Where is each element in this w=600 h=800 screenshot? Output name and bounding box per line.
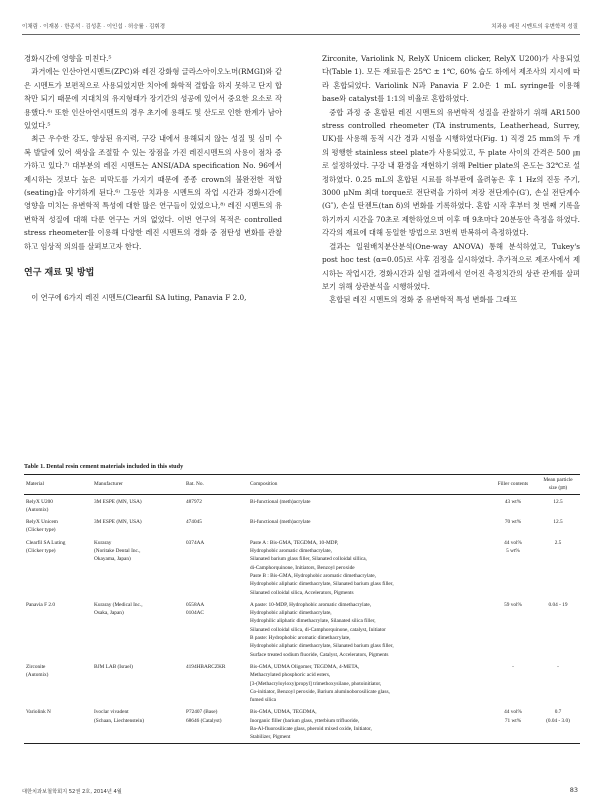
cell-line: 3M ESPE (MN, USA) — [94, 498, 142, 505]
cell-line: 487972 — [186, 498, 202, 505]
cell-composition — [248, 494, 490, 515]
table-header-row — [24, 475, 580, 495]
cell-line: 3M ESPE (MN, USA) — [94, 519, 142, 526]
cell-line: 44 vol% — [504, 709, 522, 716]
cell-line: Paste B : Bis-GMA, Hydrophobic aromatic dimethacrylate, — [250, 572, 376, 579]
cell-material — [24, 536, 92, 598]
cell-material — [24, 494, 92, 515]
col-header-particle-size-line1: Mean particle — [543, 477, 573, 483]
cell-line: A paste: 10-MDP, Hydrophobic aromatic dimethacrylate, — [250, 601, 372, 608]
cell-line: 70 wt% — [504, 519, 522, 526]
cell-line: Kuraray (Medical Inc., — [94, 601, 143, 608]
cell-line: Osaka, Japan) — [94, 610, 124, 617]
cell-size — [536, 705, 580, 743]
right-column — [322, 52, 580, 307]
cell-filler — [490, 660, 536, 705]
cell-line: 0558AA — [186, 601, 205, 608]
cell-line: 71 wt% — [504, 717, 522, 724]
cell-line: - — [557, 663, 559, 670]
cell-line: Hydrophobic aliphatic dimethacrylate, Silanated barium glass filler, — [250, 581, 394, 588]
cell-line: 43 wt% — [504, 498, 522, 505]
body-paragraph: 최근 우수한 강도, 향상된 유지력, 구강 내에서 용해되지 않는 성질 및 심미 수복 발달에 있어 색상을 조절할 수 있는 장점을 가진 레진시멘트의 사용이 점차 증가하고 있다.⁷⁾ 대부분의 레진 시멘트는 ANSI/ADA specification No. 96에서 제시하는 것보다 높은 피막도를 가지기 때문에 종종 crown의 불완전한 적합(seating)을 야기하게 된다.⁶⁾ 그동안 치과용 시멘트의 작업 시간과 경화시간에 영향을 미치는 유변학적 특성에 대한 많은 연구들이 있었으나,⁸⁾ 레진 시멘트의 유변학적 성질에 대해 다룬 연구는 거의 없었다. 이번 연구의 목적은 controlled stress rheometer를 이용해 다양한 레진 시멘트의 경화 중 점탄성 변화를 관찰하고 임상적 의의를 살펴보고자 한다. — [24, 134, 282, 251]
cell-line: Panavia F 2.0 — [26, 601, 55, 608]
cell-line: Variolink N — [26, 709, 51, 716]
body-paragraph: 결과는 일원배치분산분석(One-way ANOVA) 통해 분석하였고, Tukey's post hoc test (α=0.05)로 사후 검정을 실시하였다. 추가적으로 제조사에서 제시하는 작업시간, 경화시간과 실험 결과에서 얻어진 측정치간의 상관 관계를 살펴보기 위해 상관분석을 시행하였다. — [322, 241, 580, 291]
cell-line: Hydrophobic aromatic dimethacrylate, — [250, 548, 332, 555]
table-row — [24, 660, 580, 705]
cell-line: Bis-GMA, UDMA, TEGDMA, — [250, 709, 317, 716]
table-row — [24, 494, 580, 515]
cell-manufacturer — [92, 598, 184, 660]
header-rule — [22, 34, 580, 35]
running-header-title: 치과용 레진 시멘트의 유변학적 성질 — [491, 24, 578, 30]
cell-line: Ba-Al-fluorosilicate glass, pheroid mixed oxide, Initiator, — [250, 726, 372, 733]
cell-line: RelyX U200 — [26, 498, 53, 505]
cell-line: Co-initiator, Benzoyl peroxide, Barium aluminoborosilicate glass, — [250, 688, 390, 695]
cell-line: RelyX Unicem — [26, 519, 58, 526]
table-row — [24, 705, 580, 743]
cell-filler — [490, 536, 536, 598]
page-number: 83 — [569, 786, 578, 794]
cell-line: Inorganic filler (barium glass, ytterbium trifluoride, — [250, 717, 360, 724]
cell-material — [24, 598, 92, 660]
cell-composition — [248, 598, 490, 660]
cell-line: B paste: Hydrophobic aromatic dimethacrylate, — [250, 635, 351, 642]
cell-line: 68646 (Catalyst) — [186, 717, 222, 724]
cell-line: (Clicker type) — [26, 548, 56, 555]
cell-line: (Automix) — [26, 506, 49, 513]
cell-line: Hydrophobic aliphatic dimethacrylate, — [250, 610, 332, 617]
cell-line: 44 vol% — [504, 539, 522, 546]
cell-line: Hydrophilic aliphatic dimethacrylate, Silanated silica filler, — [250, 618, 376, 625]
cell-line: 12.5 — [553, 519, 563, 526]
body-paragraph: 이 연구에 6가지 레진 시멘트(Clearfil SA luting, Panavia F 2.0, — [31, 292, 247, 302]
section-heading: 연구 재료 및 방법 — [24, 268, 95, 279]
cell-filler — [490, 598, 536, 660]
cell-composition — [248, 515, 490, 536]
cell-line: 0104AC — [186, 610, 204, 617]
cell-line: (Clicker type) — [26, 527, 56, 534]
cell-manufacturer — [92, 515, 184, 536]
col-header-manufacturer: Manufacturer — [94, 481, 123, 488]
cell-material — [24, 515, 92, 536]
cell-size — [536, 536, 580, 598]
cell-line: Ivoclar vivadent — [94, 709, 129, 716]
cell-bat — [184, 660, 248, 705]
col-header-bat: Bat. No. — [186, 481, 204, 488]
cell-size — [536, 660, 580, 705]
cell-manufacturer — [92, 536, 184, 598]
cell-line: Silanated colloidal silica, Accelerators, Pigments — [250, 589, 354, 596]
materials-table — [24, 474, 580, 744]
cell-composition — [248, 660, 490, 705]
cell-manufacturer — [92, 660, 184, 705]
cell-line: (Schaan, Liechtenstein) — [94, 717, 145, 724]
cell-line: 59 vol% — [504, 601, 522, 608]
cell-line: 12.5 — [553, 498, 563, 505]
cell-line: 0374AA — [186, 539, 205, 546]
cell-line: 2.5 — [554, 539, 562, 546]
cell-line: Zirconite — [26, 663, 46, 670]
cell-bat — [184, 705, 248, 743]
col-header-particle-size-line2: size (㎛) — [548, 485, 568, 492]
cell-manufacturer — [92, 705, 184, 743]
cell-line: Clearfil SA Luting — [26, 539, 66, 546]
cell-filler — [490, 515, 536, 536]
cell-line: Kuraray — [94, 539, 112, 546]
cell-filler — [490, 705, 536, 743]
body-paragraph: Zirconite, Variolink N, RelyX Unicem clicker, RelyX U200)가 사용되었다(Table 1). 모든 재료들은 25℃ ± 1℃, 60% 습도 하에서 제조사의 지시에 따라 혼합되었다. Variolink N과 Panavia F 2.0은 1 mL syringe를 이용해 base와 catalyst를 1:1의 비율로 혼합하였다. — [322, 54, 580, 104]
cell-line: Hydrophobic aliphatic dimethacrylate, Silanated barium glass filler, — [250, 643, 394, 650]
cell-line: Okayama, Japan) — [94, 556, 131, 563]
cell-bat — [184, 598, 248, 660]
cell-line: Surface treated sodium fluoride, Catalyst, Accelerators, Pigments — [250, 651, 389, 658]
cell-size — [536, 598, 580, 660]
cell-bat — [184, 515, 248, 536]
left-column — [24, 52, 282, 304]
cell-filler — [490, 494, 536, 515]
cell-line: Methacrylated phosphoric acid esters, — [250, 672, 331, 679]
cell-line: Silanated barium glass filler, Silanated colloidal sillica, — [250, 556, 367, 563]
cell-bat — [184, 494, 248, 515]
cell-line: - — [512, 663, 514, 670]
cell-material — [24, 705, 92, 743]
table-caption: Table 1. Dental resin cement materials included in this study — [24, 463, 184, 470]
cell-bat — [184, 536, 248, 598]
cell-line: Bi-functional (meth)acrylate — [250, 498, 311, 505]
cell-material — [24, 660, 92, 705]
col-header-particle-size — [536, 475, 580, 495]
cell-line: P72407 (Base) — [186, 709, 218, 716]
cell-line: 4194HBARCZKR — [186, 663, 226, 670]
body-paragraph: 경화시간에 영향을 미친다.⁵ — [24, 54, 112, 63]
cell-line: Bis-GMA, UDMA Oligomer, TEGDMA, 4-META, — [250, 663, 360, 670]
cell-composition — [248, 536, 490, 598]
table-row — [24, 536, 580, 598]
table-row — [24, 598, 580, 660]
cell-line: di-Camphorquinone, Initiators, Benzoyl peroxide — [250, 564, 355, 571]
cell-line: BJM LAB (Israel) — [94, 663, 133, 670]
cell-line: (Automix) — [26, 672, 49, 679]
cell-line: 0.7 — [554, 709, 562, 716]
cell-line: 0.04 - 19 — [548, 601, 568, 608]
col-header-filler: Filler contents — [497, 481, 529, 488]
cell-line: (Noritake Dental Inc., — [94, 548, 141, 555]
cell-line: Paste A : Bis-GMA, TEGDMA, 10-MDP, — [250, 539, 339, 546]
body-paragraph: 혼합된 레진 시멘트의 경화 중 유변학적 특성 변화를 그래프 — [329, 295, 518, 305]
body-paragraph: 중합 과정 중 혼합된 레진 시멘트의 유변학적 성질을 관찰하기 위해 AR1500 stress controlled rheometer (TA instruments, Leatherhead, Surrey, UK)를 사용해 동적 시간 경과 시험을 시행하였다(Fig. 1) 직경 25 mm의 두 개의 평행한 stainless steel plate가 사용되었고, 두 plate 사이의 간격은 500 ㎛로 설정하였다. 구강 내 환경을 재현하기 위해 Peltier plate의 온도는 32℃로 설정하였다. 0.25 mL의 혼합된 시료를 하부판에 올려놓은 후 1 Hz의 진동 주기, 3000 μNm 최대 torque로 전단력을 가하여 저장 전단계수(G′), 손실 전단계수(G″), 손실 탄젠트(tan δ)의 변화를 기록하였다. 혼합 시작 후부터 첫 번째 기록을 하기까지 시간을 70초로 제한하였으며 이후 매 9초마다 20분동안 측정을 하였다. 각각의 재료에 대해 동일한 방법으로 3번씩 반복하여 측정하였다. — [322, 107, 580, 238]
cell-line: Silanated colloidal silica, di-Camphorquinone, catalyst, Initiator — [250, 626, 386, 633]
cell-line: Bi-functional (meth)acrylate — [250, 519, 311, 526]
cell-composition — [248, 705, 490, 743]
cell-line: Stabilizer, Pigment — [250, 734, 291, 741]
running-header-authors: 이채림 · 이재봉 · 한종석 · 김성훈 · 이인섭 · 허승률 · 김휘경 — [22, 24, 166, 30]
cell-line: fumed silica — [250, 697, 277, 704]
cell-line: 5 wt% — [506, 548, 520, 555]
cell-size — [536, 494, 580, 515]
cell-line: 474045 — [186, 519, 202, 526]
body-paragraph: 과거에는 인산아연시멘트(ZPC)와 레진 강화형 글라스아이오노머(RMGI)와 같은 시멘트가 보편적으로 사용되었지만 치아에 화학적 결합을 하지 못하고 단지 합착만 되기 때문에 지대치의 유지형태가 장기간의 성공에 있어서 중요한 요소로 작용했다.⁶⁾ 또한 인산아연시멘트의 경우 초기에 용해도 및 산도로 인한 한계가 남아있었다.⁵ — [24, 67, 282, 131]
footer-journal: 대한치과보철학회지 52권 2호, 2014년 4월 — [22, 789, 122, 795]
cell-line: (0.04 - 3.0) — [546, 717, 570, 724]
cell-line: [3-(Methacryloyloxy)propyl] trimethoxysilane, photoinitiator, — [250, 680, 382, 687]
col-header-composition: Composition — [250, 481, 278, 488]
cell-manufacturer — [92, 494, 184, 515]
cell-size — [536, 515, 580, 536]
table-row — [24, 515, 580, 536]
col-header-material: Material — [26, 481, 44, 488]
